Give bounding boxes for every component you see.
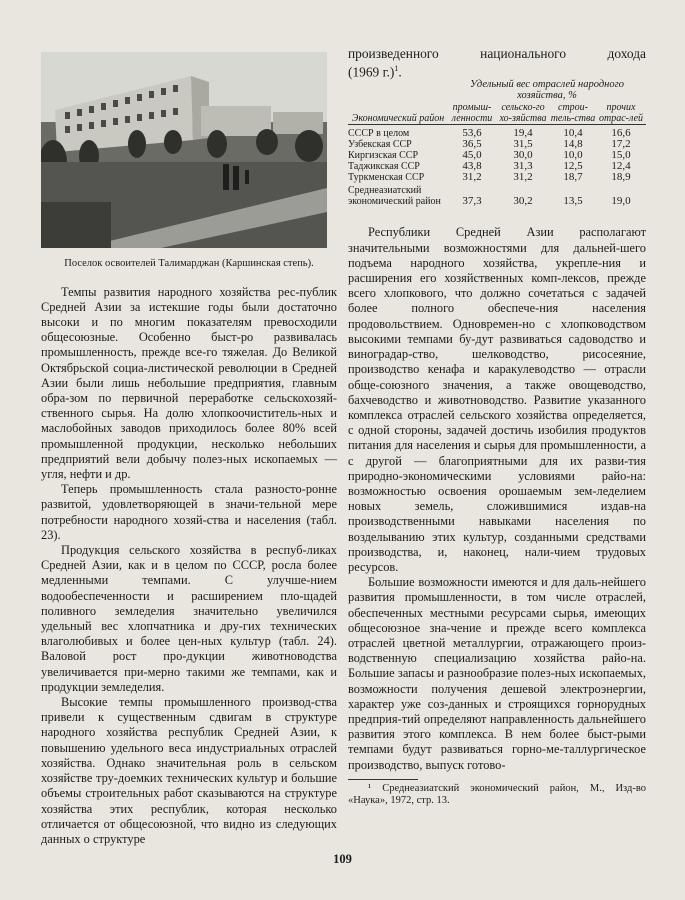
cell-value: 53,6	[462, 127, 482, 140]
cell-value: 37,3	[462, 195, 482, 208]
cell-value: 10,0	[563, 149, 583, 162]
left-column	[41, 52, 337, 847]
page-number: 109	[333, 852, 352, 866]
national-income-table	[348, 103, 646, 207]
cell-value: 14,8	[563, 138, 583, 151]
table-title-word-3: дохода	[607, 46, 646, 61]
cell-value: 19,4	[513, 127, 533, 140]
right-paragraph-1: Республики Средней Азии располагают значительными возможностями для дальней-шего подъема народного хозяйства, укрепле-ния и расширения его хозяйственных комп-лексов, прежде всего хлопкового, что должно сочетаться с задачей более полного обеспече-ния населения продовольствием. Одновремен-но с хлопководством высокими темпами бу-дут развиваться садоводство и виноградар-ство, шелководство, рисосеяние, производство кенафа и каракулеводство — отрасли обще-союзного значения, а также овощеводство, бахчеводство и животноводство. Развитие указанного комплекса отраслей сельского хозяйства определяется, с одной стороны, задачей достичь изобилия продуктов питания для населения и сырья для промышленности, а с другой — благоприятными для их разви-тия природно-экономическими условиями райо-на: возможностью освоения орошаемым зем-леделием новых земель, сложившимися издав-на производственными навыками населения по возделыванию этих культур, созданными средствами производства, и, наконец, нали-чием трудовых ресурсов.	[348, 225, 646, 574]
cell-value: 45,0	[462, 149, 482, 162]
col-header-region: Экономический район	[351, 112, 445, 124]
col-header-industry: промыш-ленности	[451, 102, 493, 124]
cell-value: 31,2	[462, 171, 482, 184]
row-region: Таджикская ССР	[348, 161, 420, 173]
table-title-word-2: национального	[480, 46, 567, 61]
cell-value: 18,7	[563, 171, 583, 184]
right-column	[348, 46, 646, 808]
table-title-word-1: произведенного	[348, 46, 439, 61]
table-row	[348, 128, 646, 139]
cell-value: 31,2	[513, 171, 533, 184]
footnote-divider	[348, 779, 418, 780]
left-paragraph-3: Продукция сельского хозяйства в респуб-ликах Средней Азии, как и в целом по СССР, росла более медленными темпами. С улучше-нием водообеспеченности и расширением пло-щадей поливного земледелия значительно увеличился удельный вес хлопчатника и дру-гих технических влаголюбивых и более цен-ных культур (табл. 24). Валовой рост про-дукции животноводства увеличивается при-мерно такими же темпами, как и продукции земледелия.	[41, 543, 337, 694]
footnote: ¹ Среднеазиатский экономический район, М., Изд-во «Наука», 1972, стр. 13.	[348, 782, 646, 807]
right-paragraph-2: Большие возможности имеются и для даль-нейшего развития промышленности, в том числе отраслей, обеспеченных местными ресурсами сырья, имеющих общесоюзное зна-чение и прежде всего комплекса отраслей цветной металлургии, отражающего произ-водственную специализацию хозяйства райо-на. Большие запасы и разнообразие полез-ных ископаемых, возможности получения дешевой электроэнергии, характер уже соз-данных и строящихся горнорудных предприя-тий определяют направленность дальнейшего развития этого комплекса. В нем более быст-рыми темпами будут развиваться горно-ме-таллургическое производство, выпуск готово-	[348, 575, 646, 772]
table-title	[348, 46, 646, 79]
table-row	[348, 150, 646, 161]
cell-value: 19,0	[611, 195, 631, 208]
settlement-photo	[41, 52, 327, 248]
cell-value: 15,0	[611, 149, 631, 162]
left-paragraph-4: Высокие темпы промышленного производ-ства привели к существенным сдвигам в структуре народного хозяйства республик Средней Азии, к повышению удельного веса индустриальных отраслей хозяйства. Однако значительная роль в сельском хозяйстве тру-доемких технических культур и большие объемы строительных работ сказываются на структуре хозяйства этих республик, которая несколько отличается от общесоюзной, что видно из следующих данных о структуре	[41, 695, 337, 846]
cell-value: 31,5	[513, 138, 533, 151]
cell-value: 10,4	[563, 127, 583, 140]
cell-value: 12,4	[611, 160, 631, 173]
cell-value: 31,3	[513, 160, 533, 173]
cell-value: 13,5	[563, 195, 583, 208]
cell-value: 36,5	[462, 138, 482, 151]
table-row	[348, 161, 646, 172]
cell-value: 43,8	[462, 160, 482, 173]
cell-value: 30,0	[513, 149, 533, 162]
table-header-row	[348, 103, 646, 125]
cell-value: 18,9	[611, 171, 631, 184]
table-title-year: (1969 г.)	[348, 64, 395, 80]
col-header-other: прочих отрас-лей	[598, 102, 644, 124]
table-title-end: .	[398, 64, 402, 80]
cell-value: 30,2	[513, 195, 533, 208]
photo-caption: Поселок освоителей Талимарджан (Каршинская степь).	[64, 258, 314, 269]
row-region: Киргизская ССР	[348, 150, 419, 162]
table-row	[348, 139, 646, 150]
cell-value: 16,6	[611, 127, 631, 140]
table-row	[348, 172, 646, 183]
left-paragraph-2: Теперь промышленность стала разносто-ронне развитой, удовлетворяющей в значи-тельной мере потребности народного хозяй-ства и населения (табл. 23).	[41, 482, 337, 542]
cell-value: 17,2	[611, 138, 631, 151]
row-region: Среднеазиатский экономический район	[348, 185, 441, 208]
cell-value: 12,5	[563, 160, 583, 173]
row-region: Узбекская ССР	[348, 139, 412, 151]
col-header-construction: строи-тель-ства	[550, 102, 596, 124]
table-group-header: Удельный вес отраслей народного хозяйства, %	[470, 79, 624, 102]
left-paragraph-1: Темпы развития народного хозяйства рес-публик Средней Азии за истекшие годы были достаточно высоки и по многим показателям превосходили общесоюзные. Особенно быст-ро развивалась промышленность, прежде все-го тяжелая. До Великой Октябрьской социа-листической революции в Средней Азии были лишь небольшие предприятия, главным обра-зом по первичной переработке сельскохозяй-ственного сырья. На долю хлопкоочиститель-ных и маслобойных заводов приходилось более 80% всей промышленной продукции, несколько небольших предприятий вели добычу полез-ных ископаемых — угля, нефти и др.	[41, 284, 337, 482]
footnote-marker: 1	[394, 64, 399, 73]
row-region: СССР в целом	[348, 128, 410, 140]
row-region: Туркменская ССР	[348, 172, 425, 184]
col-header-agriculture: сельско-го хо-зяйства	[499, 102, 547, 124]
table-row	[348, 183, 646, 207]
